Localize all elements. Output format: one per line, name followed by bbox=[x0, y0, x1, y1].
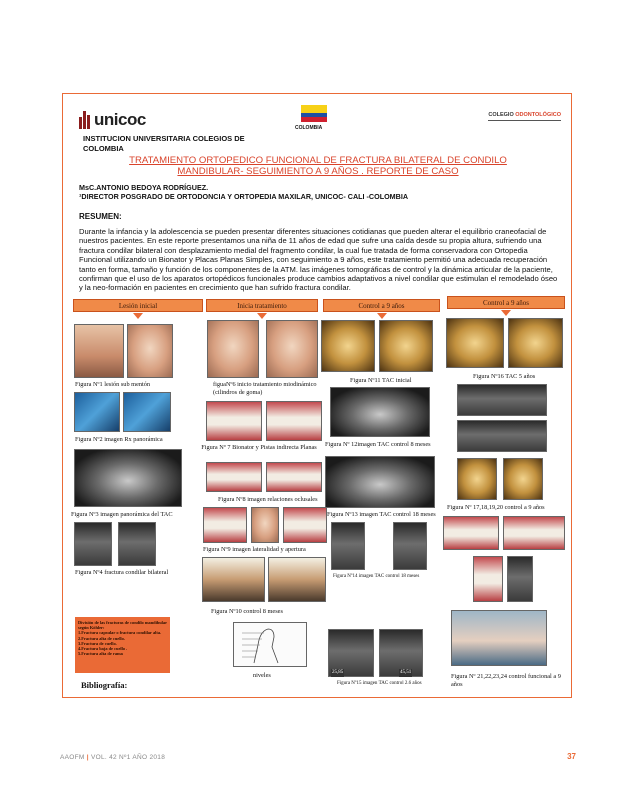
photo-tac-3d-2 bbox=[379, 320, 433, 372]
scan-label-e: 25,85 bbox=[332, 670, 344, 675]
arrow-down-icon bbox=[501, 310, 511, 316]
kohler-classification-box: División de las fracturas de condilo mandibular según Köhler: 1.Fractura capsular o fractura condilar alta. 2.Fractura alta de cuello. 3.Fractura de cuello. 4.Fractura baja de cuello . 5.Fractura alta de rama bbox=[75, 617, 170, 673]
photo-functional-2 bbox=[503, 516, 565, 550]
photo-condyle-9-years-1 bbox=[457, 458, 497, 500]
scan-label-f: 45,51 bbox=[400, 670, 412, 675]
caption-fig21: Figura Nº 21,22,23,24 control funcional a 9 años bbox=[451, 673, 561, 688]
photo-bionator-2 bbox=[266, 401, 322, 441]
flag-caption: COLOMBIA bbox=[295, 125, 323, 131]
caption-fig13: Figura Nº13 imagen TAC control 18 meses bbox=[327, 511, 436, 518]
column-header-control-b: Control a 9 años bbox=[447, 296, 565, 309]
caption-fig10: Figura Nº10 control 8 meses bbox=[211, 608, 283, 615]
photo-condyle-left bbox=[74, 522, 112, 566]
photo-functional-1 bbox=[443, 516, 499, 550]
page-footer bbox=[60, 754, 576, 761]
photo-control-9-years-slices-2 bbox=[457, 420, 547, 452]
caption-fig3: Figura Nº3 imagen panorámica del TAC bbox=[71, 511, 173, 518]
photo-lesion-face bbox=[74, 324, 124, 378]
photo-functional-4 bbox=[507, 556, 533, 602]
resumen-heading: RESUMEN: bbox=[79, 212, 122, 221]
photo-functional-3 bbox=[473, 556, 503, 602]
poster bbox=[62, 93, 572, 698]
photo-tac-condyle-2 bbox=[393, 522, 427, 570]
caption-fig9: Figura Nº9 imagen lateralidad y apertura bbox=[203, 546, 306, 553]
photo-laterality-2 bbox=[283, 507, 327, 543]
photo-laterality-1 bbox=[203, 507, 247, 543]
caption-fig2: Figura Nº2 imagen Rx panorámica bbox=[75, 436, 163, 443]
column-header-inicia: Inicia tratamiento bbox=[206, 299, 318, 312]
mandible-levels-drawing bbox=[234, 623, 306, 666]
caption-fig7: Figura Nº 7 Bionator y Pistas indirecta Planas bbox=[201, 444, 317, 451]
resumen-text: Durante la infancia y la adolescencia se pueden presentar diferentes situaciones cotidianas que pueden alterar el equilibrio craneofacial de nuestros pacientes. En este reporte presentamos una niña de 11 años de edad que sufre una caída desde su propia altura, sufriendo una fractura condilar bilateral con desplazamiento medial del fragmento condilar, la cual fue tratada de forma conservadora con Ortopedia Funcional utilizando un Bionator y Placas Planas Simples, con seguimiento a 9 años, este tratamiento permitió una adecuada recuperación tanto en forma, tamaño y función de los componentes de la ATM. las imágenes tomográficas de control y la dinámica articular de la paciente, confirman que el uso de los aparatos ortopédicos funcionales produce cambios adaptativos a nivel condilar que estimulan el remodelado óseo y la neo-formación en pacientes en crecimiento que han sufrido fractura condilar. bbox=[79, 227, 558, 293]
caption-fig8: Figura Nº8 imagen relaciones oclusales bbox=[218, 496, 318, 503]
caption-fig11: Figura Nº11 TAC inicial bbox=[350, 377, 412, 384]
diagram-kohler-levels bbox=[233, 622, 307, 667]
photo-xray-panoramic-2 bbox=[123, 392, 171, 432]
caption-fig17: Figura Nº 17,18,19,20 control a 9 años bbox=[447, 504, 545, 511]
photo-opening bbox=[251, 507, 279, 543]
caption-fig4: Figura Nº4 fractura condilar bilateral bbox=[75, 569, 169, 576]
caption-fig16: Figura Nº16 TAC 5 años bbox=[473, 373, 536, 380]
photo-tac-5-years-1 bbox=[446, 318, 504, 368]
photo-occlusal-2 bbox=[266, 462, 322, 492]
arrow-down-icon bbox=[257, 313, 267, 319]
bibliografia-heading: Bibliografía: bbox=[81, 680, 128, 690]
colegio-odontologico-logo: COLEGIO ODONTOLÓGICO bbox=[488, 112, 561, 121]
arrow-down-icon bbox=[133, 313, 143, 319]
unicoc-logo-icon bbox=[79, 111, 91, 129]
photo-tac-condyle-1 bbox=[331, 522, 365, 570]
journal-name: AAOFM bbox=[60, 754, 85, 761]
colombia-flag-icon bbox=[301, 105, 327, 122]
photo-tac-18-months bbox=[325, 456, 435, 508]
photo-tac-3d-1 bbox=[321, 320, 375, 372]
photo-control-2 bbox=[268, 557, 326, 602]
journal-issue: VOL. 42 Nº1 AÑO 2018 bbox=[90, 754, 166, 761]
column-header-lesion: Lesión inicial bbox=[73, 299, 203, 312]
photo-tac-5-years-2 bbox=[508, 318, 563, 368]
photo-patient-front bbox=[207, 320, 259, 378]
photo-control-1 bbox=[202, 557, 265, 602]
arrow-down-icon bbox=[377, 313, 387, 319]
photo-tac-panoramic bbox=[74, 449, 182, 507]
photo-condyle-9-years-2 bbox=[503, 458, 543, 500]
photo-xray-panoramic-1 bbox=[74, 392, 120, 432]
caption-fig14: Figura Nº14 imagen TAC control 18 meses bbox=[333, 574, 420, 579]
logo-text: unicoc bbox=[94, 110, 146, 129]
footer-divider: | bbox=[86, 754, 91, 761]
photo-control-9-years-slices-1 bbox=[457, 384, 547, 416]
caption-fig6: figuaNº6 inicio tratamiento miodinámico (cilindros de goma) bbox=[213, 381, 317, 396]
institution-name: INSTITUCION UNIVERSITARIA COLEGIOS DE COLOMBIA bbox=[83, 134, 245, 153]
photo-bionator-1 bbox=[206, 401, 262, 441]
photo-tac-8-months bbox=[330, 387, 430, 437]
photo-patient-doctor bbox=[451, 610, 547, 666]
authors: MsC.ANTONIO BEDOYA RODRÍGUEZ. ¹DIRECTOR POSGRADO DE ORTODONCIA Y ORTOPEDIA MAXILAR, UNICOC- CALI -COLOMBIA bbox=[79, 183, 409, 201]
caption-fig1: Figura Nº1 lesión sub mentón bbox=[75, 381, 151, 388]
photo-condyle-right bbox=[118, 522, 156, 566]
photo-lesion-mouth bbox=[127, 324, 173, 378]
caption-fig15: Figura Nº15 imagen TAC control 2.6 años bbox=[337, 681, 422, 686]
caption-niveles: niveles bbox=[253, 672, 271, 679]
page-number: 37 bbox=[567, 752, 576, 761]
caption-fig12: Figura Nº 12imagen TAC control 8 meses bbox=[325, 441, 431, 448]
poster-title: TRATAMIENTO ORTOPEDICO FUNCIONAL DE FRACTURA BILATERAL DE CONDILO MANDIBULAR- SEGUIMIENTO A 9 AÑOS . REPORTE DE CASO bbox=[129, 155, 507, 177]
photo-patient-smile bbox=[266, 320, 318, 378]
unicoc-logo bbox=[79, 108, 146, 132]
column-header-control-a: Control a 9 años bbox=[323, 299, 440, 312]
